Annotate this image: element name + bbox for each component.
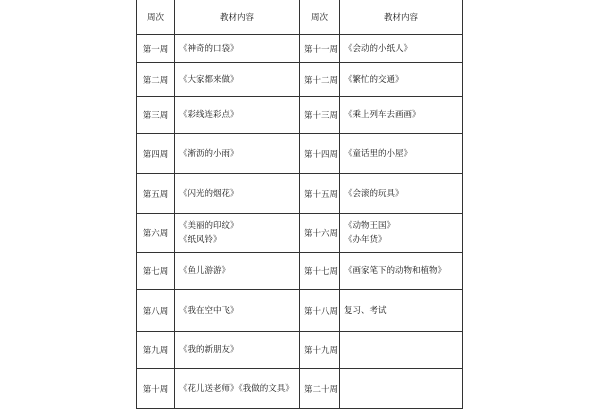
- lesson-title: 《乘上列车去画画》: [344, 110, 421, 120]
- lesson-title: 《美丽的印纹》: [179, 221, 239, 231]
- week-label-left: 第四周: [137, 134, 175, 174]
- table-row: [137, 174, 463, 214]
- content-cell-left: [175, 97, 300, 134]
- content-cell-left: [175, 35, 300, 63]
- week-label-right: 第十三周: [300, 97, 340, 134]
- content-cell-right: [340, 174, 463, 214]
- table-row: [137, 134, 463, 174]
- content-cell-left: [175, 332, 300, 369]
- content-cell-left: [175, 174, 300, 214]
- content-cell-right: [340, 253, 463, 290]
- header-week-left: 周次: [137, 0, 175, 35]
- table-row: [137, 369, 463, 409]
- lesson-title: 《繁忙的交通》: [344, 74, 404, 85]
- lesson-title: 《鱼儿游游》: [179, 266, 231, 276]
- content-cell-left: [175, 214, 300, 253]
- table-row: [137, 63, 463, 97]
- lesson-title: 《办年货》: [344, 235, 387, 245]
- table-row: [137, 290, 463, 332]
- content-cell-left: [175, 290, 300, 332]
- table-row: [137, 332, 463, 369]
- week-label-left: 第六周: [137, 214, 175, 253]
- content-cell-left: [175, 369, 300, 409]
- lesson-title: 《动物王国》: [344, 221, 396, 231]
- table-row: [137, 214, 463, 253]
- content-cell-right: [340, 214, 463, 253]
- content-cell-left: [175, 253, 300, 290]
- lesson-title: 《我的新朋友》: [179, 345, 239, 355]
- week-label-left: 第七周: [137, 253, 175, 290]
- lesson-title: 《画家笔下的动物和植物》: [344, 266, 447, 276]
- lesson-title: 《大家都来做》: [179, 74, 239, 85]
- week-label-right: 第十四周: [300, 134, 340, 174]
- content-cell-left: [175, 63, 300, 97]
- week-label-left: 第八周: [137, 290, 175, 332]
- lesson-title: 《淅沥的小雨》: [179, 148, 239, 159]
- lesson-title: 《童话里的小屋》: [344, 148, 413, 159]
- table-row: [137, 97, 463, 134]
- header-row: [137, 0, 463, 35]
- content-cell-right: [340, 369, 463, 409]
- week-label-left: 第一周: [137, 35, 175, 63]
- week-label-right: 第十九周: [300, 332, 340, 369]
- lesson-title: 《神奇的口袋》: [179, 43, 239, 54]
- week-label-left: 第五周: [137, 174, 175, 214]
- header-week-right: 周次: [300, 0, 340, 35]
- lesson-title: 《会滚的玩具》: [344, 188, 404, 199]
- week-label-left: 第九周: [137, 332, 175, 369]
- lesson-title: 《花儿送老师》《我做的文具》: [179, 383, 294, 394]
- week-label-right: 第十八周: [300, 290, 340, 332]
- lesson-title: 《闪光的烟花》: [179, 188, 239, 199]
- week-label-left: 第三周: [137, 97, 175, 134]
- content-cell-right: [340, 35, 463, 63]
- content-cell-right: [340, 290, 463, 332]
- lesson-title: 《彩线连彩点》: [179, 110, 239, 120]
- content-cell-left: [175, 134, 300, 174]
- week-label-right: 第十一周: [300, 35, 340, 63]
- header-content-right: 教材内容: [340, 0, 463, 35]
- content-cell-right: [340, 63, 463, 97]
- lesson-title: 《我在空中飞》: [179, 305, 239, 316]
- header-content-left: 教材内容: [175, 0, 300, 35]
- content-cell-right: [340, 134, 463, 174]
- week-label-right: 第十五周: [300, 174, 340, 214]
- week-label-right: 第十六周: [300, 214, 340, 253]
- content-cell-right: [340, 332, 463, 369]
- week-label-right: 第十七周: [300, 253, 340, 290]
- teaching-schedule-table: [136, 0, 463, 409]
- week-label-left: 第二周: [137, 63, 175, 97]
- week-label-right: 第十二周: [300, 63, 340, 97]
- lesson-title: 复习、考试: [344, 305, 387, 316]
- week-label-left: 第十周: [137, 369, 175, 409]
- table-row: [137, 35, 463, 63]
- week-label-right: 第二十周: [300, 369, 340, 409]
- content-cell-right: [340, 97, 463, 134]
- lesson-title: 《会动的小纸人》: [344, 43, 413, 54]
- lesson-title: 《纸风铃》: [179, 235, 222, 245]
- table-row: [137, 253, 463, 290]
